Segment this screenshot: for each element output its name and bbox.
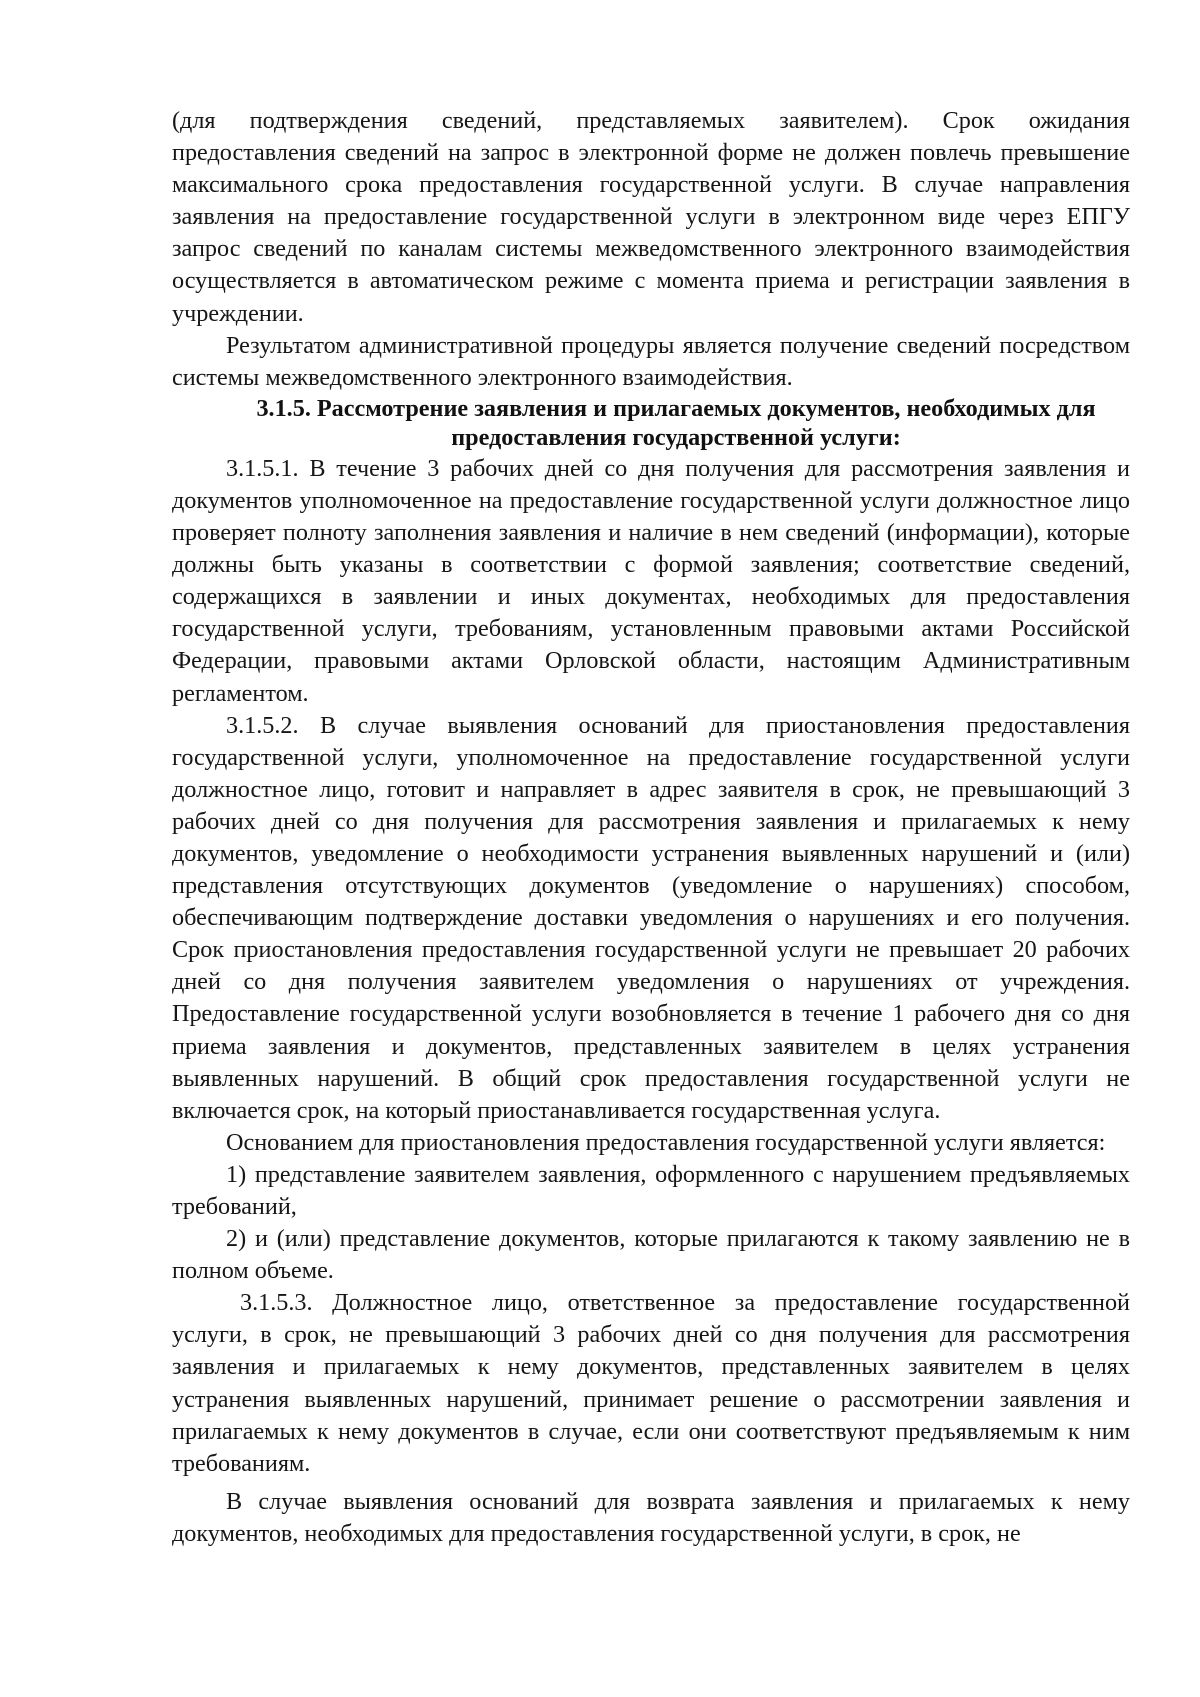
- paragraph-3-1-5-2: 3.1.5.2. В случае выявления оснований для приостановления предоставления государственной услуги, уполномоченное на предоставление государственной услуги должностное лицо, готовит и направляет в адрес заявителя в срок, не превышающий 3 рабочих дней со дня получения для рассмотрения заявления и прилагаемых к нему документов, уведомление о необходимости устранения выявленных нарушений и (или) представления отсутствующих документов (уведомление о нарушениях) способом, обеспечивающим подтверждение доставки уведомления о нарушениях и его получения. Срок приостановления предоставления государственной услуги не превышает 20 рабочих дней со дня получения заявителем уведомления о нарушениях от учреждения. Предоставление государственной услуги возобновляется в течение 1 рабочего дня со дня приема заявления и документов, представленных заявителем в целях устранения выявленных нарушений. В общий срок предоставления государственной услуги не включается срок, на который приостанавливается государственная услуга.: [172, 711, 1130, 1124]
- paragraph-suspension-grounds: Основанием для приостановления предоставления государственной услуги является:: [226, 1128, 1106, 1156]
- paragraph-return-grounds: В случае выявления оснований для возврата заявления и прилагаемых к нему документов, необходимых для предоставления государственной услуги, в срок, не: [172, 1487, 1130, 1547]
- list-item-1: 1) представление заявителем заявления, оформленного с нарушением предъявляемых требований,: [172, 1160, 1130, 1220]
- list-item-2: 2) и (или) представление документов, которые прилагаются к такому заявлению не в полном объеме.: [172, 1225, 1130, 1285]
- paragraph-request-wait-time: (для подтверждения сведений, представляемых заявителем). Срок ожидания предоставления сведений на запрос в электронной форме не должен повлечь превышение максимального срока предоставления государственной услуги. В случае направления заявления на предоставление государственной услуги в электронном виде через ЕПГУ запрос сведений по каналам системы межведомственного электронного взаимодействия осуществляется в автоматическом режиме с момента приема и регистрации заявления в учреждении.: [172, 107, 1130, 327]
- paragraph-3-1-5-3: 3.1.5.3. Должностное лицо, ответственное за предоставление государственной услуги, в срок, не превышающий 3 рабочих дней со дня получения для рассмотрения заявления и прилагаемых к нему документов, представленных заявителем в целях устранения выявленных нарушений, принимает решение о рассмотрении заявления и прилагаемых к нему документов в случае, если они соответствуют предъявляемым к ним требованиям.: [172, 1289, 1130, 1477]
- paragraph-3-1-5-1: 3.1.5.1. В течение 3 рабочих дней со дня получения для рассмотрения заявления и документов уполномоченное на предоставление государственной услуги должностное лицо проверяет полноту заполнения заявления и наличие в нем сведений (информации), которые должны быть указаны в соответствии с формой заявления; соответствие сведений, содержащихся в заявлении и иных документах, необходимых для предоставления государственной услуги, требованиям, установленным правовыми актами Российской Федерации, правовыми актами Орловской области, настоящим Административным регламентом.: [172, 454, 1130, 707]
- paragraph-procedure-result: Результатом административной процедуры является получение сведений посредством системы межведомственного электронного взаимодействия.: [172, 331, 1130, 391]
- section-heading-3-1-5: 3.1.5. Рассмотрение заявления и прилагаемых документов, необходимых для предоставления государственной услуги:: [256, 394, 1096, 452]
- document-body: [172, 105, 1130, 1550]
